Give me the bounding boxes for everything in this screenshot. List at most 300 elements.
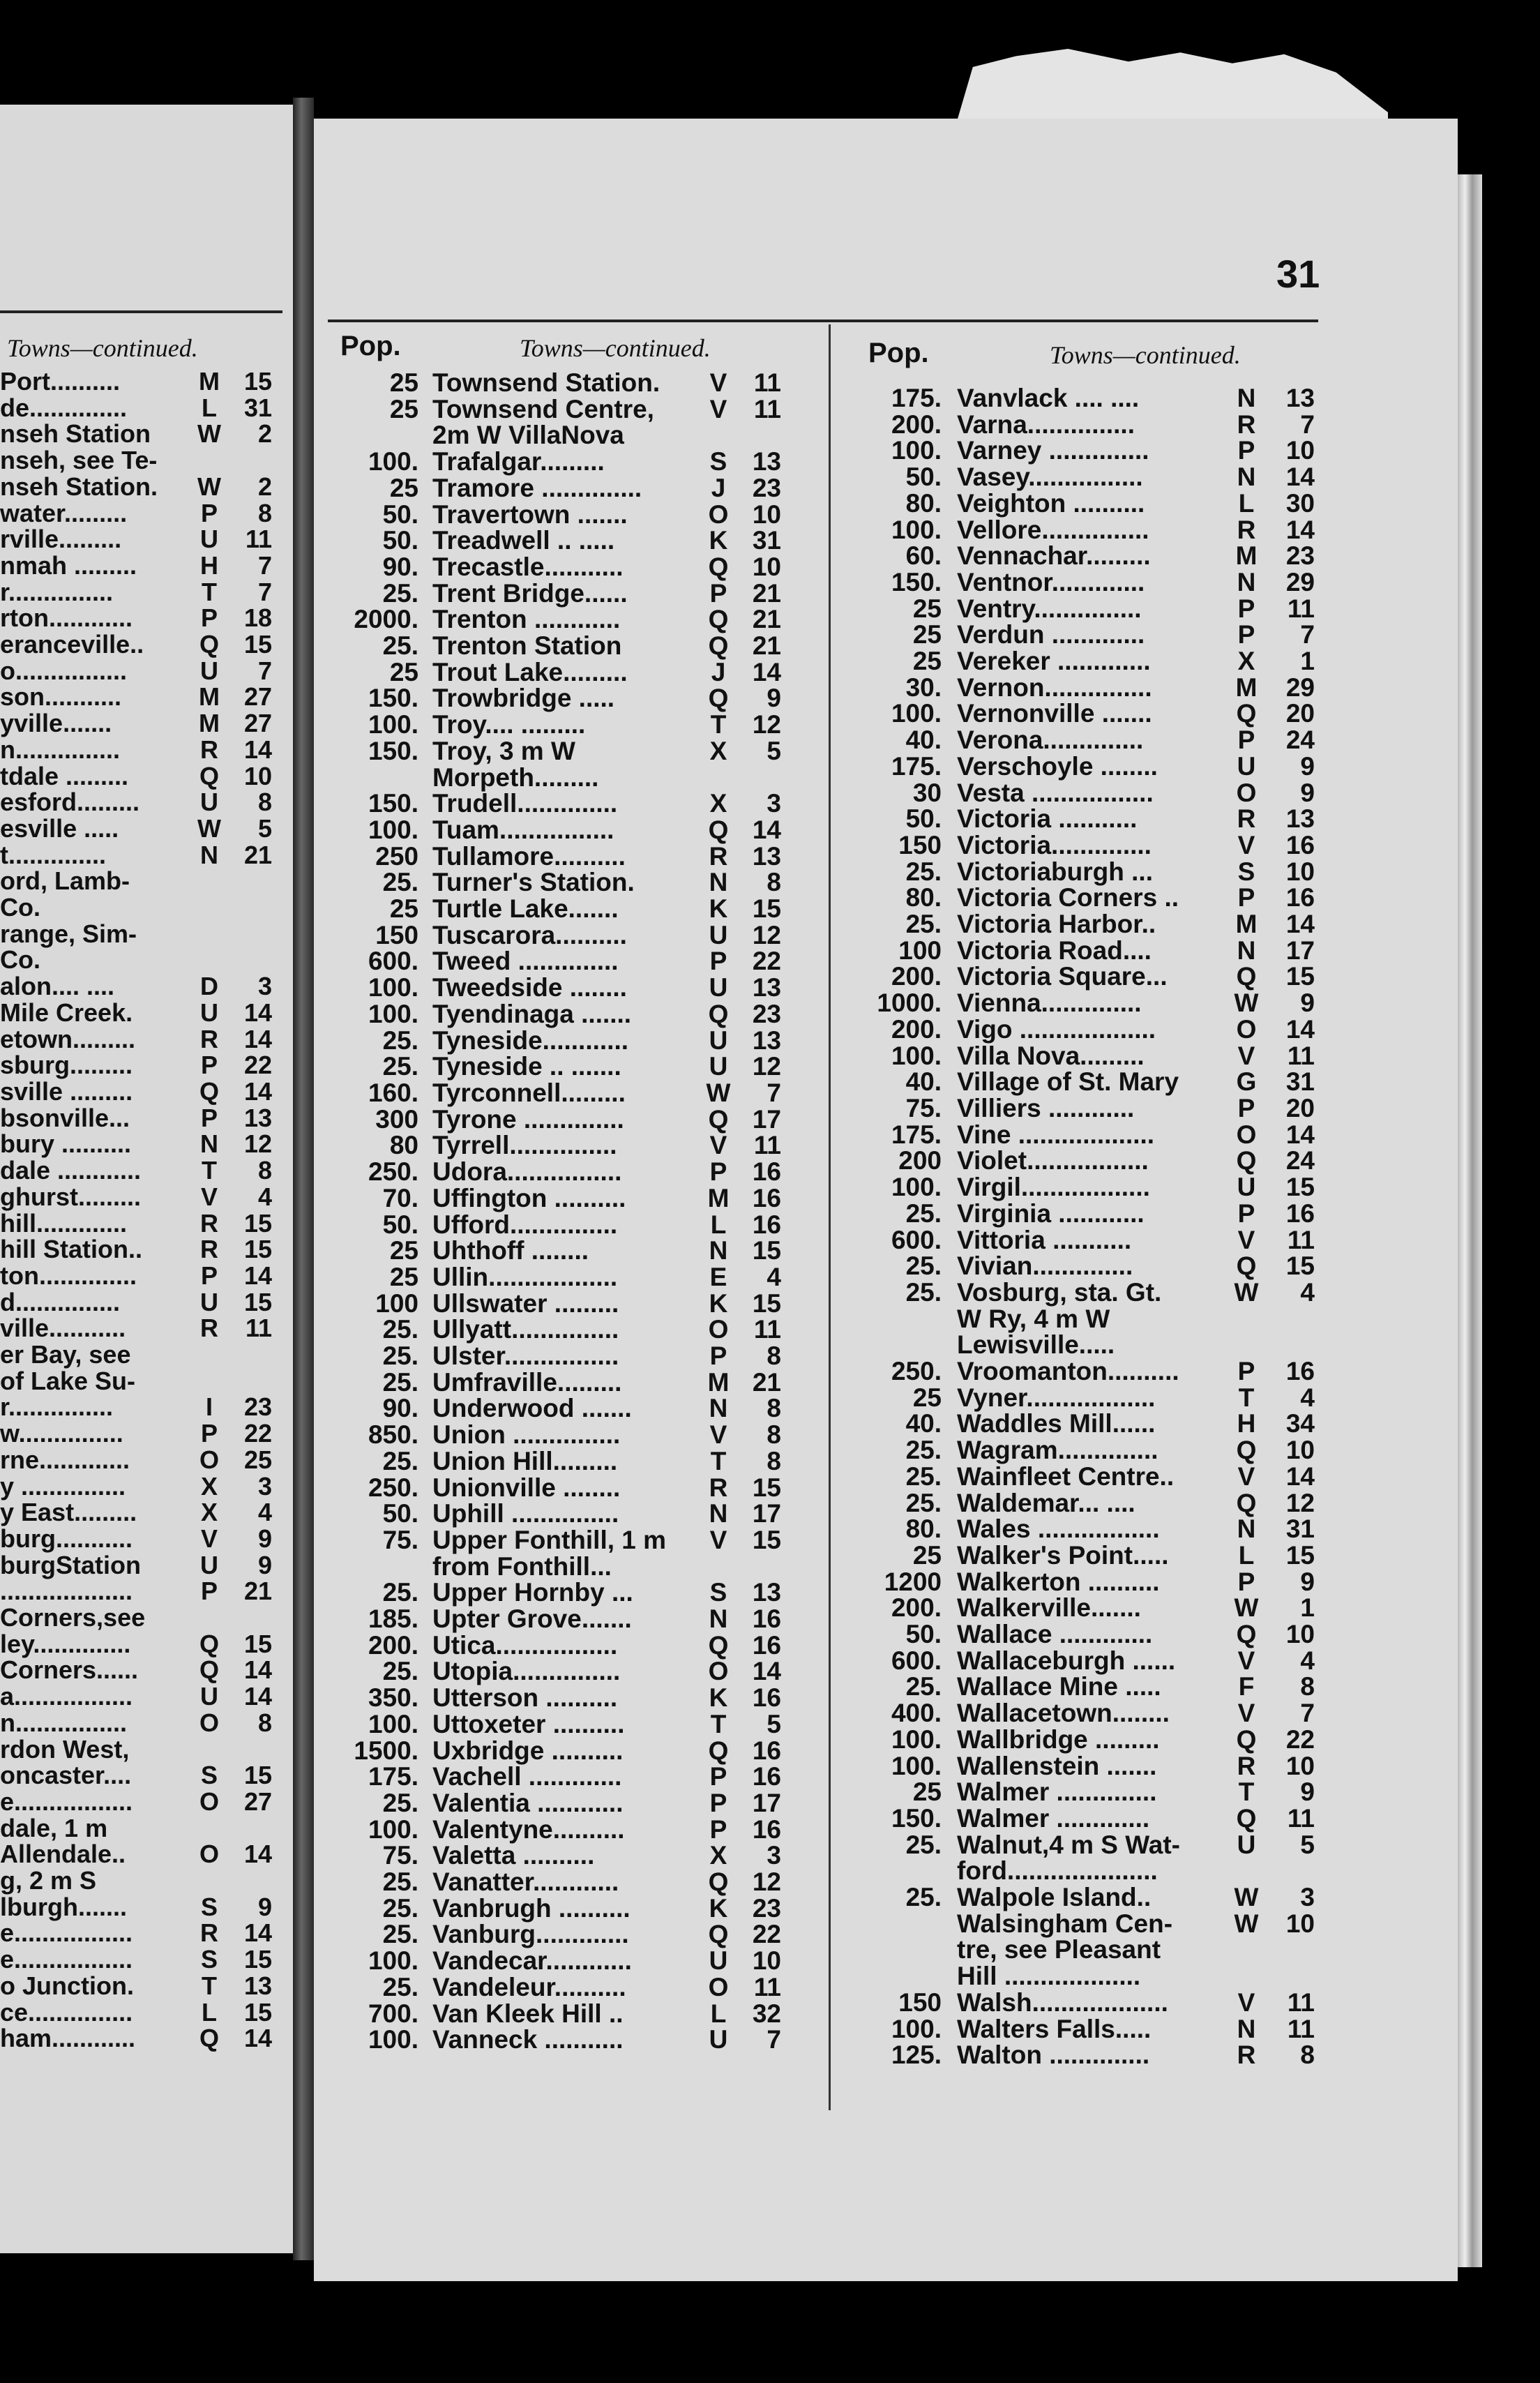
town-name: Ufford............... <box>432 1210 618 1239</box>
town-entry <box>331 449 781 475</box>
town-pop: 75. <box>382 1525 418 1554</box>
town-num: 13 <box>243 1971 272 2000</box>
town-entry <box>331 554 781 580</box>
town-entry <box>858 517 1315 543</box>
town-entry <box>0 1604 272 1631</box>
town-name: of Lake Su- <box>0 1366 136 1395</box>
town-pop: 25 <box>912 1777 942 1807</box>
town-entry <box>0 2025 272 2052</box>
town-entry <box>331 1001 781 1028</box>
town-pop: 200. <box>891 1593 942 1623</box>
town-code: P <box>709 578 727 608</box>
town-num: 11 <box>753 394 781 423</box>
town-entry <box>0 815 272 842</box>
town-entry <box>858 832 1315 859</box>
town-code: P <box>1237 620 1255 649</box>
town-code: V <box>709 368 727 397</box>
town-num: 17 <box>1285 935 1315 965</box>
town-name: Varney .............. <box>957 436 1149 465</box>
town-name: yville....... <box>0 709 112 738</box>
town-entry <box>331 790 781 817</box>
town-code: O <box>199 1840 219 1869</box>
town-code: V <box>1237 830 1255 859</box>
town-pop: 400. <box>891 1699 942 1728</box>
town-name: Uphill ............... <box>432 1499 619 1528</box>
town-entry <box>858 1724 1315 1754</box>
town-code: N <box>709 1604 728 1634</box>
town-name: ................... <box>0 1577 133 1606</box>
column-divider <box>829 324 831 2110</box>
town-num: 16 <box>752 1814 781 1844</box>
town-code: E <box>709 1262 727 1291</box>
town-entry <box>331 1527 781 1579</box>
town-entry <box>0 474 272 500</box>
town-entry <box>331 685 781 712</box>
town-code: P <box>200 1419 218 1448</box>
town-pop: 1000. <box>877 988 942 1018</box>
town-num: 15 <box>243 630 272 659</box>
town-name: Victoria Harbor.. <box>957 910 1156 939</box>
town-name: w............... <box>0 1419 123 1448</box>
town-pop: 150. <box>368 684 418 713</box>
town-pop: 150. <box>368 789 418 818</box>
town-entry <box>331 1159 781 1185</box>
town-code: V <box>709 1420 727 1450</box>
town-entry <box>0 1762 272 1789</box>
town-entry <box>331 817 781 843</box>
town-name: Vyner.................. <box>957 1383 1156 1412</box>
town-num: 10 <box>1285 857 1315 886</box>
town-name: eranceville.. <box>0 630 144 659</box>
town-entry <box>331 1685 781 1711</box>
town-code: I <box>205 1392 213 1422</box>
town-code: N <box>709 1499 728 1528</box>
town-name: son........... <box>0 682 122 712</box>
town-num: 5 <box>1300 1830 1315 1859</box>
town-pop: 100. <box>891 1724 942 1754</box>
town-entry <box>0 1210 272 1237</box>
town-pop: 600. <box>891 1646 942 1675</box>
town-entry <box>331 1738 781 1764</box>
town-entry <box>331 1790 781 1817</box>
town-code: R <box>709 1473 728 1502</box>
town-num: 9 <box>1300 1567 1315 1596</box>
town-pop: 350. <box>368 1683 418 1713</box>
town-pop: 25. <box>382 1446 418 1475</box>
town-pop: 100. <box>368 999 418 1028</box>
town-name: esville ..... <box>0 813 119 843</box>
town-name: Port.......... <box>0 367 121 396</box>
town-name: Ventnor............. <box>957 567 1145 596</box>
town-code: Q <box>708 684 729 713</box>
town-num: 15 <box>752 1236 781 1265</box>
town-code: U <box>709 973 728 1002</box>
town-num: 4 <box>767 1262 781 1291</box>
town-code: P <box>1237 594 1255 623</box>
town-name: Valentyne.......... <box>432 1814 625 1844</box>
town-num: 13 <box>1285 384 1315 412</box>
town-code: V <box>709 394 727 423</box>
town-num: 16 <box>752 1683 781 1713</box>
town-entry <box>858 1358 1315 1385</box>
town-code: Q <box>1236 699 1257 728</box>
town-entry <box>331 1764 781 1790</box>
town-code: X <box>1237 647 1255 676</box>
town-entry <box>858 727 1315 753</box>
header-rule-left <box>0 310 282 313</box>
town-pop: 25. <box>905 1251 942 1281</box>
town-pop: 100. <box>891 1041 942 1070</box>
town-name: Uxbridge .......... <box>432 1736 624 1765</box>
town-pop: 150 <box>898 830 942 859</box>
town-name: Verschoyle ........ <box>957 751 1158 781</box>
town-num: 18 <box>243 603 272 633</box>
town-pop: 25. <box>905 1461 942 1491</box>
town-num: 2 <box>257 419 272 449</box>
town-entry <box>0 973 272 1000</box>
town-num: 15 <box>1285 1173 1315 1202</box>
town-num: 3 <box>257 972 272 1001</box>
town-entry <box>0 1000 272 1026</box>
town-code: Q <box>708 1104 729 1134</box>
town-num: 31 <box>1285 1067 1315 1097</box>
town-num: 16 <box>752 1762 781 1791</box>
town-entry <box>331 2027 781 2053</box>
town-num: 4 <box>1300 1383 1315 1412</box>
town-num: 34 <box>1285 1409 1315 1438</box>
town-code: U <box>200 525 218 554</box>
town-code: R <box>1237 804 1256 834</box>
town-entry <box>0 631 272 658</box>
town-num: 24 <box>1285 726 1315 755</box>
town-pop: 300 <box>375 1104 418 1134</box>
town-entry <box>0 1815 272 1842</box>
town-name: Varna............... <box>957 409 1135 439</box>
town-num: 23 <box>752 473 781 502</box>
town-code: K <box>709 1288 728 1318</box>
town-num: 16 <box>752 1157 781 1187</box>
town-code: Q <box>199 1629 219 1658</box>
town-entry <box>0 921 272 947</box>
town-pop: 50. <box>382 526 418 555</box>
town-pop: 100. <box>891 515 942 544</box>
town-entry <box>0 526 272 552</box>
town-code: W <box>706 1078 731 1107</box>
town-name: Ullin.................. <box>432 1262 618 1291</box>
town-entry <box>0 1078 272 1105</box>
town-code: P <box>200 603 218 633</box>
town-pop: 25 <box>389 394 418 423</box>
town-pop: 25. <box>905 1830 942 1859</box>
town-entry <box>858 409 1315 439</box>
town-name: Veighton .......... <box>957 488 1145 518</box>
town-name: Wallenstein ....... <box>957 1751 1157 1780</box>
town-name: Trenton Station <box>432 631 622 661</box>
town-code: T <box>202 577 217 606</box>
town-num: 14 <box>243 2024 272 2053</box>
town-entry <box>858 622 1315 648</box>
town-name: Verona.............. <box>957 726 1144 755</box>
town-entry <box>858 753 1315 780</box>
town-pop: 160. <box>368 1078 418 1107</box>
town-pop: 40. <box>905 726 942 755</box>
town-name: n............... <box>0 735 121 764</box>
town-entry <box>858 1385 1315 1411</box>
town-name: Vennachar......... <box>957 541 1151 571</box>
town-num: 29 <box>1285 672 1315 702</box>
town-name: e................. <box>0 1787 133 1816</box>
town-name: Walsingham Cen- tre, see Pleasant Hill ................... <box>957 1909 1173 1991</box>
town-num: 12 <box>243 1129 272 1159</box>
left-column-header: Towns—continued. <box>7 334 198 362</box>
town-entry <box>858 1411 1315 1437</box>
town-code: T <box>202 1971 217 2000</box>
town-entry <box>858 1122 1315 1148</box>
town-name: y East......... <box>0 1498 137 1527</box>
town-code: X <box>709 1841 727 1870</box>
town-pop: 50. <box>905 804 942 834</box>
town-num: 12 <box>752 710 781 739</box>
town-entry <box>0 1105 272 1132</box>
town-entry <box>331 396 781 449</box>
town-name: Uttoxeter .......... <box>432 1709 625 1738</box>
town-name: bury .......... <box>0 1129 132 1159</box>
town-pop: 25. <box>382 1893 418 1923</box>
town-num: 15 <box>752 894 781 924</box>
town-entry <box>0 1841 272 1867</box>
town-entry <box>0 1341 272 1368</box>
town-num: 15 <box>752 1525 781 1554</box>
town-num: 24 <box>1285 1146 1315 1175</box>
town-entry <box>331 1948 781 1974</box>
town-entry <box>331 1343 781 1369</box>
town-name: d............... <box>0 1287 121 1316</box>
town-name: Van Kleek Hill .. <box>432 1999 624 2028</box>
town-name: nseh Station <box>0 419 151 449</box>
town-pop: 25 <box>912 620 942 649</box>
town-num: 16 <box>752 1736 781 1765</box>
town-num: 15 <box>1285 1251 1315 1281</box>
town-name: Virginia ............ <box>957 1198 1145 1228</box>
town-entry <box>331 1369 781 1396</box>
town-name: Turtle Lake....... <box>432 894 619 924</box>
town-num: 13 <box>1285 804 1315 834</box>
town-num: 5 <box>767 1709 781 1738</box>
town-code: W <box>1234 1593 1259 1623</box>
town-entry <box>331 1606 781 1632</box>
town-entry <box>0 710 272 737</box>
town-name: Union ............... <box>432 1420 621 1450</box>
town-entry <box>858 1148 1315 1174</box>
town-num: 22 <box>1285 1724 1315 1754</box>
town-num: 16 <box>1285 830 1315 859</box>
town-num: 11 <box>753 1131 781 1160</box>
town-code: V <box>200 1182 218 1211</box>
town-entry <box>858 1805 1315 1832</box>
town-entry <box>331 896 781 922</box>
town-pop: 25. <box>382 868 418 897</box>
town-pop: 150. <box>891 567 942 596</box>
town-code: G <box>1236 1067 1257 1097</box>
town-pop: 40. <box>905 1067 942 1097</box>
town-code: N <box>1237 2014 1256 2043</box>
town-num: 11 <box>1287 2014 1315 2043</box>
town-num: 7 <box>1300 620 1315 649</box>
town-code: K <box>709 1893 728 1923</box>
town-name: Tweedside ........ <box>432 973 627 1002</box>
town-num: 31 <box>243 393 272 422</box>
town-pop: 80. <box>905 488 942 518</box>
town-name: Vivian.............. <box>957 1251 1133 1281</box>
town-name: water......... <box>0 498 128 527</box>
town-pop: 70. <box>382 1183 418 1212</box>
town-entry <box>0 1894 272 1920</box>
town-name: Underwood ....... <box>432 1394 632 1423</box>
town-code: N <box>200 1129 218 1159</box>
town-name: Vandeleur.......... <box>432 1972 626 2001</box>
town-code: O <box>199 1445 219 1474</box>
town-num: 7 <box>767 2025 781 2054</box>
town-code: L <box>710 1999 727 2028</box>
town-entry <box>0 684 272 710</box>
town-entry <box>0 1184 272 1210</box>
town-name: Trowbridge ..... <box>432 684 615 713</box>
town-name: Vellore............... <box>957 515 1149 544</box>
center-column-entries <box>331 370 781 2053</box>
town-entry <box>0 1052 272 1078</box>
town-name: Tyendinaga ....... <box>432 999 632 1028</box>
town-name: rton............ <box>0 603 133 633</box>
town-entry <box>331 2001 781 2027</box>
town-code: V <box>1237 1646 1255 1675</box>
town-code: V <box>200 1524 218 1553</box>
town-name: o Junction. <box>0 1971 134 2000</box>
town-entry <box>331 922 781 949</box>
town-code: Q <box>708 605 729 634</box>
town-entry <box>0 1973 272 1999</box>
town-name: Victoria Square... <box>957 962 1168 991</box>
town-name: Village of St. Mary <box>957 1067 1179 1097</box>
town-entry <box>858 1569 1315 1595</box>
town-name: dale ............ <box>0 1156 142 1185</box>
town-num: 17 <box>752 1499 781 1528</box>
town-pop: 25. <box>382 1578 418 1607</box>
town-name: Wallaceburgh ...... <box>957 1646 1176 1675</box>
town-entry <box>858 437 1315 464</box>
town-name: Tyneside .. ....... <box>432 1052 621 1081</box>
town-name: Mile Creek. <box>0 998 133 1027</box>
town-entry <box>858 1884 1315 1911</box>
town-entry <box>331 1080 781 1106</box>
town-code: P <box>1237 883 1255 912</box>
town-code: O <box>1236 1120 1257 1149</box>
page-edge <box>1458 174 1482 2267</box>
town-entry <box>331 1053 781 1080</box>
town-name: esford......... <box>0 788 140 817</box>
town-code: K <box>709 894 728 924</box>
town-entry <box>331 1632 781 1659</box>
town-code: N <box>1237 1514 1256 1544</box>
town-entry <box>0 763 272 790</box>
town-code: T <box>710 1709 727 1738</box>
town-code: S <box>1237 857 1255 886</box>
town-num: 15 <box>1285 1540 1315 1570</box>
town-name: Vesta ................. <box>957 778 1154 807</box>
town-num: 9 <box>257 1550 272 1579</box>
town-code: U <box>200 998 218 1027</box>
town-entry <box>0 842 272 869</box>
town-entry <box>858 963 1315 990</box>
town-pop: 75. <box>905 1093 942 1122</box>
town-code: L <box>1238 488 1255 518</box>
town-name: Vereker ............. <box>957 647 1151 676</box>
town-code: R <box>1237 515 1256 544</box>
town-name: Virgil.................. <box>957 1173 1150 1202</box>
town-code: Q <box>708 552 729 581</box>
town-num: 3 <box>767 789 781 818</box>
town-entry <box>331 580 781 607</box>
town-entry <box>331 475 781 502</box>
town-entry <box>331 1238 781 1264</box>
town-num: 12 <box>752 920 781 949</box>
town-pop: 250. <box>891 1357 942 1386</box>
town-name: tdale ......... <box>0 761 129 790</box>
town-pop: 25 <box>389 1262 418 1291</box>
town-entry <box>0 1946 272 1973</box>
town-code: N <box>200 840 218 869</box>
town-code: R <box>200 1918 218 1948</box>
town-code: Q <box>199 630 219 659</box>
town-entry <box>0 1526 272 1552</box>
town-num: 11 <box>753 1315 781 1344</box>
town-entry <box>331 1658 781 1685</box>
town-code: U <box>200 1682 218 1711</box>
town-entry <box>331 633 781 659</box>
town-num: 9 <box>767 684 781 713</box>
town-entry <box>858 1542 1315 1569</box>
town-pop: 100. <box>368 973 418 1002</box>
town-num: 8 <box>1300 1672 1315 1701</box>
town-entry <box>331 370 781 396</box>
town-entry <box>858 1069 1315 1095</box>
town-entry <box>858 1674 1315 1700</box>
town-num: 14 <box>1285 1014 1315 1044</box>
town-name: Wallacetown........ <box>957 1699 1170 1728</box>
town-pop: 2000. <box>354 605 418 634</box>
town-name: Tweed .............. <box>432 947 619 976</box>
town-pop: 200 <box>898 1146 942 1175</box>
town-num: 16 <box>752 1604 781 1634</box>
town-pop: 1200 <box>884 1567 942 1596</box>
town-name: burgStation <box>0 1550 141 1579</box>
right-column-header: Towns—continued. <box>1050 341 1241 369</box>
town-entry <box>0 1157 272 1184</box>
town-num: 17 <box>752 1104 781 1134</box>
town-pop: 25. <box>382 1920 418 1949</box>
town-name: hill............. <box>0 1208 128 1238</box>
town-code: U <box>1237 1830 1256 1859</box>
town-pop: 25 <box>912 647 942 676</box>
town-code: Q <box>1236 1724 1257 1754</box>
town-num: 4 <box>1300 1646 1315 1675</box>
town-num: 20 <box>1285 1093 1315 1122</box>
town-code: P <box>1237 726 1255 755</box>
page-number: 31 <box>1276 252 1320 296</box>
town-name: er Bay, see <box>0 1340 131 1369</box>
town-entry <box>858 1753 1315 1780</box>
town-num: 14 <box>243 1655 272 1685</box>
town-num: 13 <box>752 447 781 476</box>
